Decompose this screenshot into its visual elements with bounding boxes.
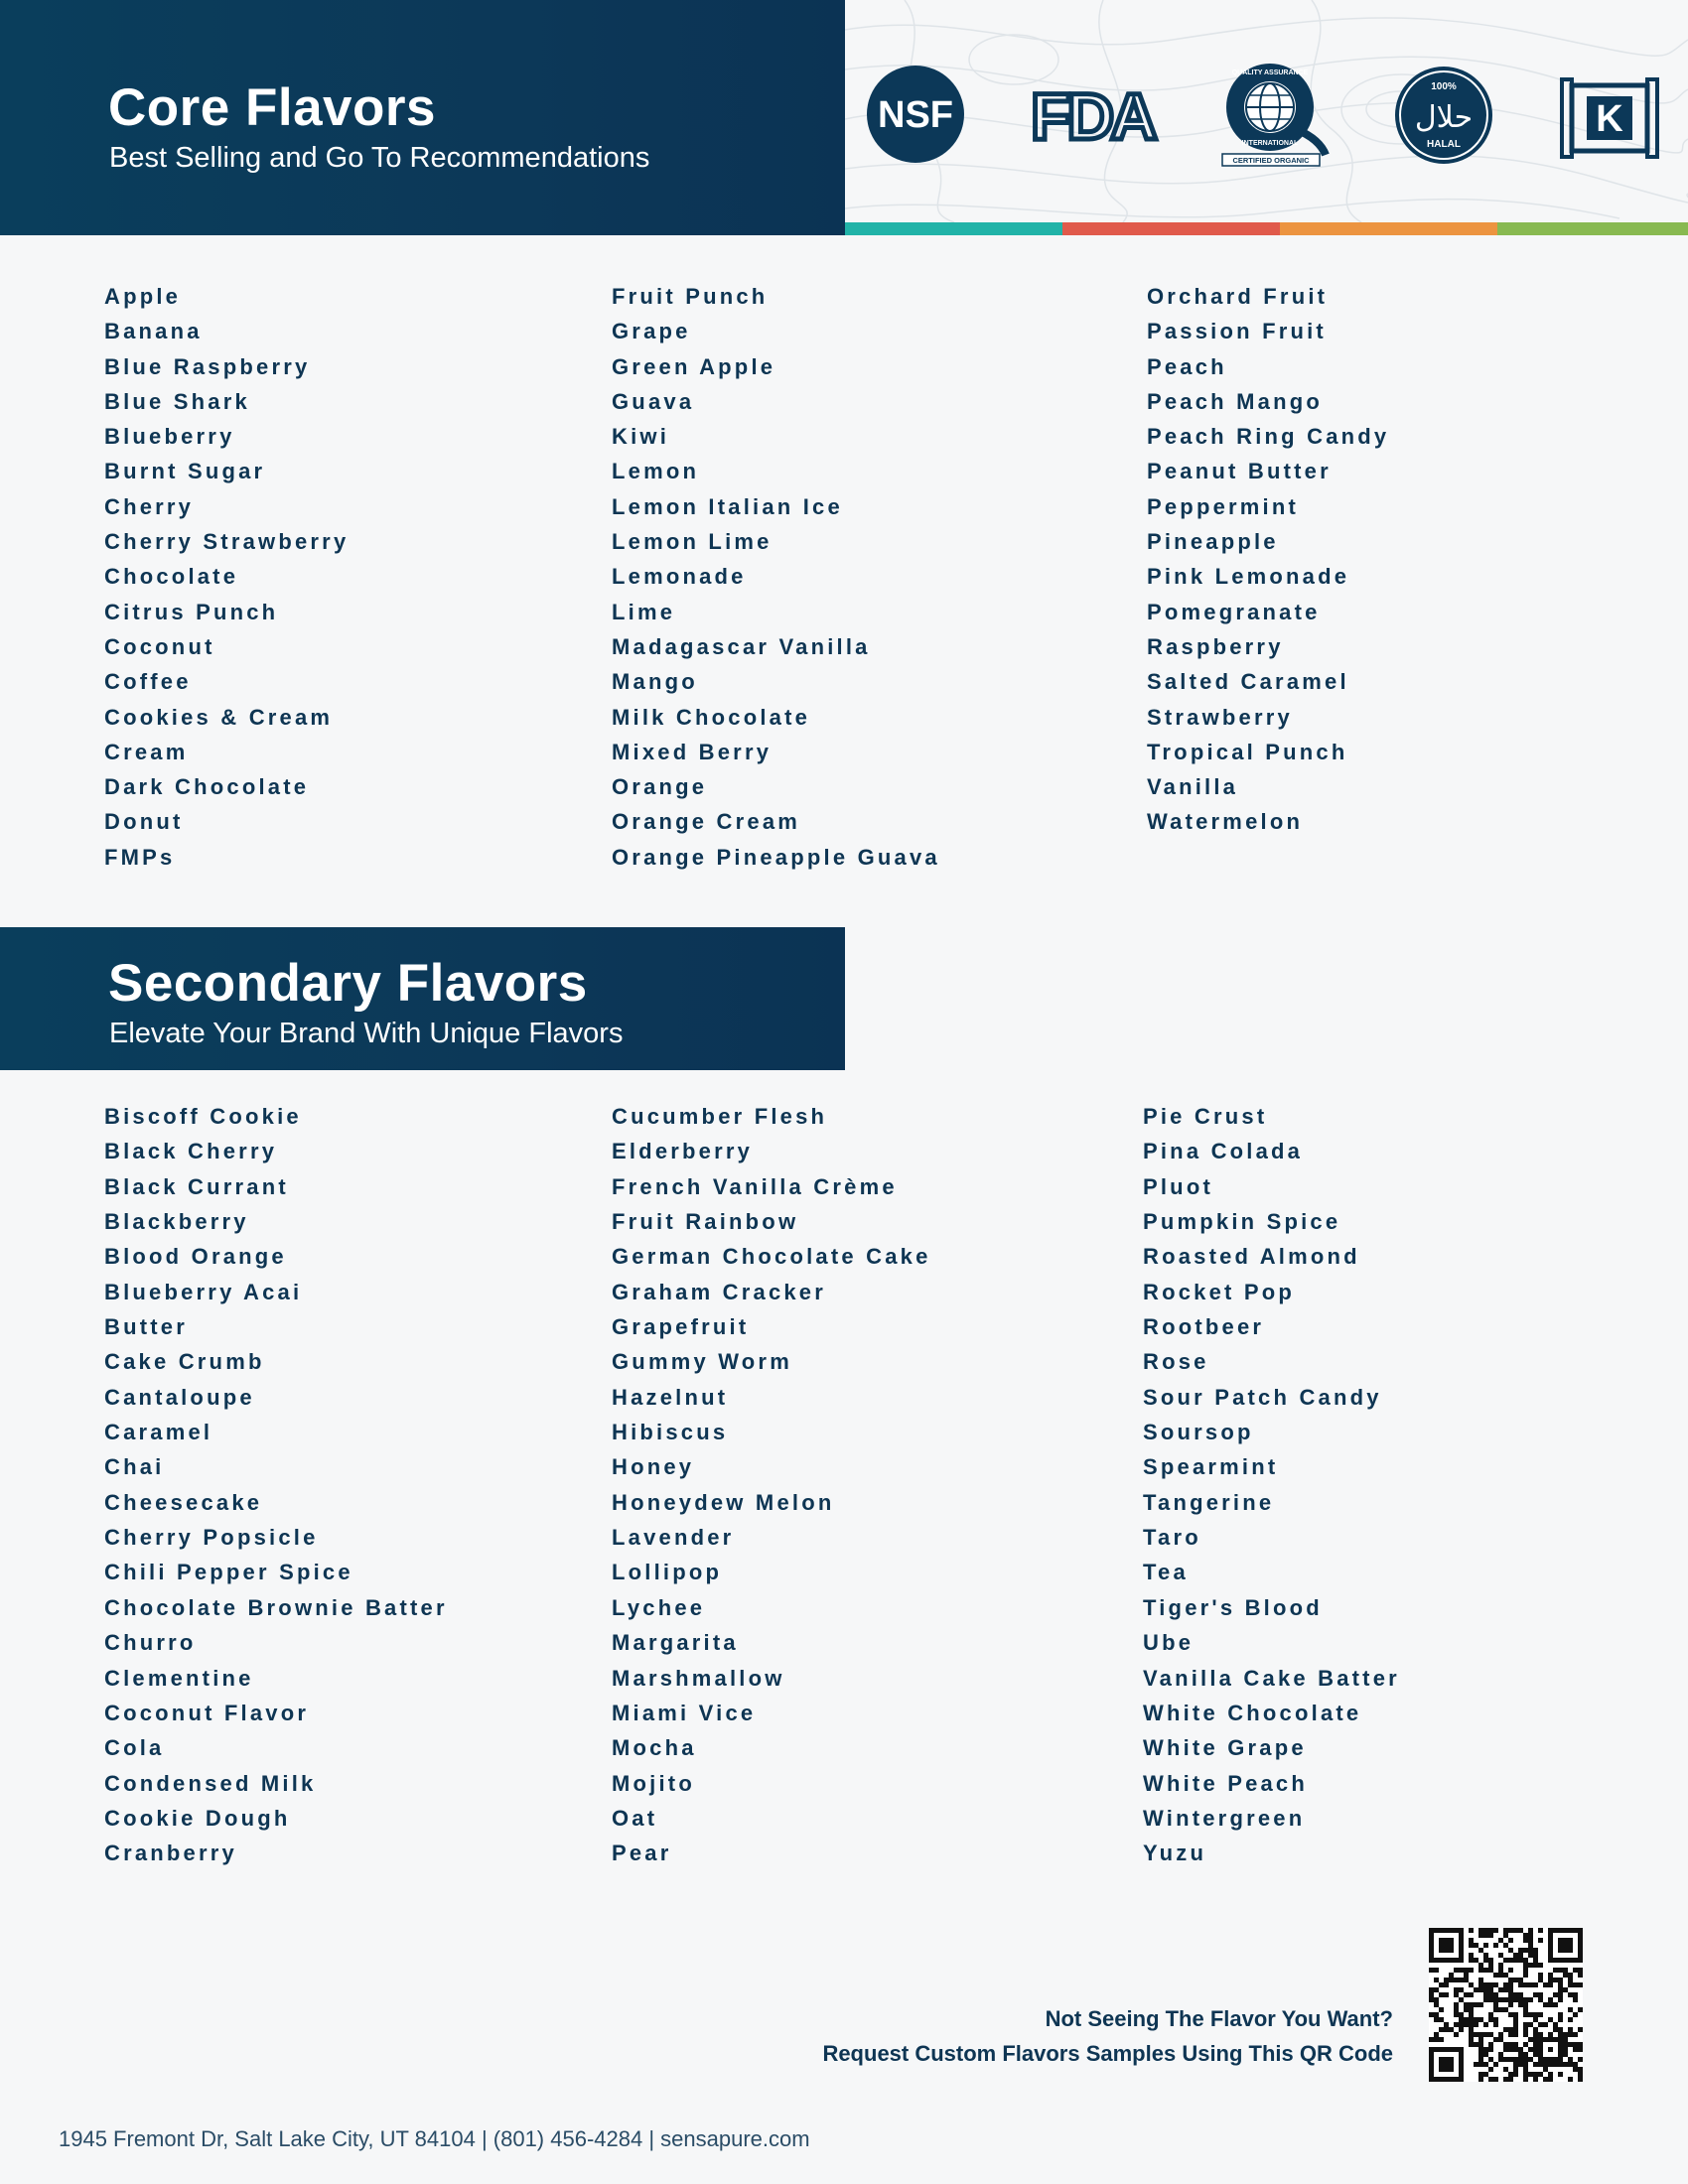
qai-certified-organic-logo [1216,60,1331,169]
flavor-item: Lime [612,599,676,624]
svg-text:حلال: حلال [1414,100,1474,135]
flavor-item: Green Apple [612,353,776,379]
flavor-item: Cherry Strawberry [104,529,350,555]
flavor-item: Burnt Sugar [104,459,266,484]
flavor-item: Elderberry [612,1139,754,1164]
halal-logo [1394,66,1493,165]
flavor-item: Lemon [612,459,700,484]
flavor-item: Fruit Rainbow [612,1209,799,1235]
flavor-item: Vanilla [1147,774,1239,800]
flavor-item: Tea [1143,1560,1189,1585]
flavor-item: Cake Crumb [104,1349,265,1375]
flavor-item: Blueberry Acai [104,1279,303,1304]
flavor-item: Blood Orange [104,1244,287,1270]
flavor-item: Spearmint [1143,1454,1279,1480]
flavor-item: Cookies & Cream [104,704,334,730]
flavor-item: German Chocolate Cake [612,1244,931,1270]
flavor-item: Citrus Punch [104,599,279,624]
flavor-item: Hazelnut [612,1384,729,1410]
flavor-item: Salted Caramel [1147,669,1349,695]
flavor-item: Banana [104,319,203,344]
flavor-item: Guava [612,388,695,414]
flavor-item: Chili Pepper Spice [104,1560,353,1585]
flavor-item: Tangerine [1143,1489,1275,1515]
flavor-item: Cantaloupe [104,1384,255,1410]
svg-text:INTERNATIONAL: INTERNATIONAL [1241,140,1299,147]
cta-line-1: Not Seeing The Flavor You Want? [1045,2006,1393,2031]
flavor-item: Lavender [612,1525,735,1551]
flavor-item: Coconut Flavor [104,1700,310,1725]
flavor-item: Blue Raspberry [104,353,311,379]
flavor-item: Margarita [612,1630,739,1656]
flavor-item: Coconut [104,633,215,659]
flavor-item: Sour Patch Candy [1143,1384,1382,1410]
flavor-item: Tiger's Blood [1143,1594,1323,1620]
secondary-flavors-column-3 [1143,1102,1400,1874]
secondary-flavors-title: Secondary Flavors [108,954,588,1013]
flavor-item: Kiwi [612,424,670,450]
flavor-item: Cucumber Flesh [612,1104,828,1129]
flavor-item: Strawberry [1147,704,1293,730]
flavor-item: Mixed Berry [612,739,773,764]
flavor-item: Graham Cracker [612,1279,827,1304]
flavor-item: Blueberry [104,424,235,450]
flavor-item: Orange Cream [612,809,801,835]
flavor-item: Milk Chocolate [612,704,811,730]
flavor-item: Cola [104,1735,165,1761]
flavor-item: Mango [612,669,698,695]
core-flavors-column-1 [104,282,349,878]
flavor-item: Mojito [612,1770,695,1796]
flavor-item: Chocolate [104,564,239,590]
flavor-item: Apple [104,284,182,309]
flavor-item: Raspberry [1147,633,1284,659]
flavor-item: Mocha [612,1735,697,1761]
stripe-green [1497,222,1688,235]
flavor-item: Peanut Butter [1147,459,1332,484]
flavor-item: Gummy Worm [612,1349,792,1375]
kosher-logo [1558,75,1661,161]
flavor-item: Pluot [1143,1173,1213,1199]
core-flavors-banner [0,0,845,235]
stripe-teal [845,222,1062,235]
flavor-item: Peach [1147,353,1227,379]
flavor-item: White Peach [1143,1770,1309,1796]
flavor-item: Pina Colada [1143,1139,1304,1164]
svg-text:HALAL: HALAL [1427,139,1461,150]
flavor-item: Rose [1143,1349,1209,1375]
flavor-item: Coffee [104,669,192,695]
flavor-item: Dark Chocolate [104,774,310,800]
flavor-item: Passion Fruit [1147,319,1327,344]
flavor-item: Pear [612,1841,672,1866]
flavor-item: Chocolate Brownie Batter [104,1594,448,1620]
flavor-item: Peach Ring Candy [1147,424,1390,450]
secondary-flavors-banner [0,927,845,1070]
flavor-item: Grape [612,319,691,344]
flavor-item: Tropical Punch [1147,739,1348,764]
flavor-item: Lemon Lime [612,529,773,555]
svg-text:K: K [1596,98,1623,140]
flavor-item: Condensed Milk [104,1770,317,1796]
flavor-item: Blackberry [104,1209,249,1235]
flavor-item: Blue Shark [104,388,250,414]
svg-text:CERTIFIED ORGANIC: CERTIFIED ORGANIC [1232,156,1310,165]
flavor-item: Watermelon [1147,809,1304,835]
flavor-item: Donut [104,809,184,835]
flavor-item: Yuzu [1143,1841,1207,1866]
flavor-item: Orange Pineapple Guava [612,844,940,870]
flavor-item: Peppermint [1147,493,1300,519]
flavor-item: Chai [104,1454,165,1480]
flavor-item: Biscoff Cookie [104,1104,302,1129]
flavor-item: Vanilla Cake Batter [1143,1665,1400,1691]
nsf-logo [866,65,965,164]
flavor-item: Honeydew Melon [612,1489,835,1515]
flavor-item: Taro [1143,1525,1201,1551]
flavor-item: Pie Crust [1143,1104,1268,1129]
flavor-item: Rocket Pop [1143,1279,1296,1304]
core-flavors-column-3 [1147,282,1389,843]
flavor-item: Cheesecake [104,1489,263,1515]
flavor-item: Cookie Dough [104,1805,291,1831]
flavor-item: Rootbeer [1143,1314,1265,1340]
flavor-item: White Chocolate [1143,1700,1362,1725]
flavor-item: Marshmallow [612,1665,785,1691]
flavor-item: Cranberry [104,1841,237,1866]
flavor-item: Madagascar Vanilla [612,633,871,659]
secondary-flavors-column-2 [612,1102,931,1874]
svg-text:QUALITY ASSURANCE: QUALITY ASSURANCE [1231,69,1309,76]
qr-code-icon[interactable] [1429,1928,1583,2082]
flavor-item: Black Cherry [104,1139,278,1164]
flavor-item: Pineapple [1147,529,1279,555]
secondary-flavors-column-1 [104,1102,448,1874]
footer-contact-info: 1945 Fremont Dr, Salt Lake City, UT 84104 | (801) 456-4284 | sensapure.com [59,2126,810,2151]
flavor-item: Hibiscus [612,1420,729,1445]
flavor-item: Orchard Fruit [1147,284,1329,309]
flavor-item: FMPs [104,844,176,870]
flavor-item: Honey [612,1454,695,1480]
flavor-item: Oat [612,1805,658,1831]
flavor-item: Black Currant [104,1173,289,1199]
flavor-item: Fruit Punch [612,284,769,309]
flavor-item: Lemonade [612,564,747,590]
flavor-item: Cherry Popsicle [104,1525,319,1551]
svg-text:FDA: FDA [1031,83,1154,149]
core-flavors-title: Core Flavors [108,78,437,137]
svg-text:NSF: NSF [878,94,953,136]
flavor-item: Caramel [104,1420,213,1445]
svg-text:100%: 100% [1431,81,1457,92]
flavor-item: Ube [1143,1630,1195,1656]
core-flavors-column-2 [612,282,940,878]
flavor-item: Cherry [104,493,195,519]
flavor-item: Pomegranate [1147,599,1321,624]
flavor-item: Churro [104,1630,197,1656]
secondary-flavors-subtitle: Elevate Your Brand With Unique Flavors [109,1018,624,1049]
flavor-item: Clementine [104,1665,254,1691]
flavor-item: Soursop [1143,1420,1254,1445]
flavor-item: White Grape [1143,1735,1307,1761]
stripe-orange [1280,222,1497,235]
flavor-item: Lemon Italian Ice [612,493,843,519]
stripe-red [1062,222,1280,235]
flavor-item: Lychee [612,1594,706,1620]
flavor-item: Peach Mango [1147,388,1324,414]
core-flavors-subtitle: Best Selling and Go To Recommendations [109,142,650,174]
flavor-item: Miami Vice [612,1700,757,1725]
flavor-item: Pumpkin Spice [1143,1209,1341,1235]
cta-line-2: Request Custom Flavors Samples Using This QR Code [822,2041,1393,2066]
certification-logos [845,0,1688,222]
flavor-item: Wintergreen [1143,1805,1306,1831]
flavor-item: Grapefruit [612,1314,750,1340]
flavor-item: Cream [104,739,189,764]
flavor-item: Butter [104,1314,188,1340]
fda-logo [1021,83,1165,149]
flavor-item: Lollipop [612,1560,723,1585]
flavor-item: French Vanilla Crème [612,1173,898,1199]
flavor-item: Roasted Almond [1143,1244,1360,1270]
flavor-item: Orange [612,774,708,800]
flavor-item: Pink Lemonade [1147,564,1350,590]
